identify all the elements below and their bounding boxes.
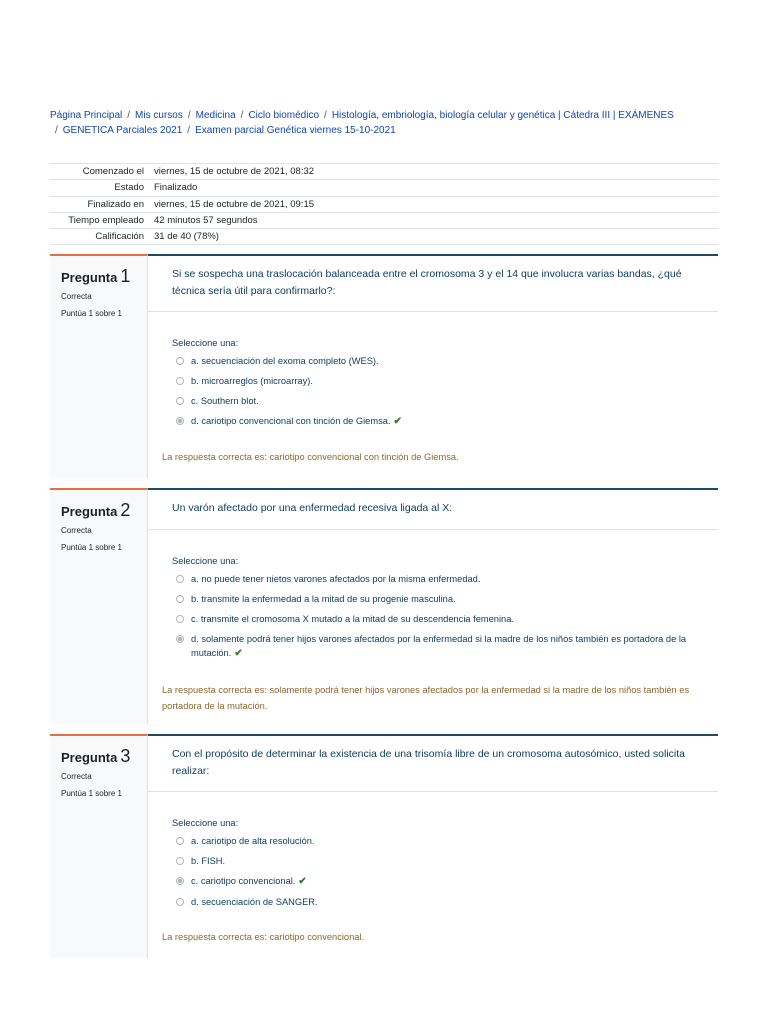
question-2 (50, 488, 718, 724)
answer-option-a[interactable]: a. cariotipo de alta resolución. (172, 834, 694, 848)
question-content (148, 734, 718, 958)
summary-row-state (50, 180, 718, 196)
question-number: Pregunta 2 (61, 500, 131, 520)
summary-label: Finalizado en (50, 196, 150, 212)
breadcrumb-my-courses[interactable]: Mis cursos (135, 110, 183, 121)
answer-block (172, 818, 694, 909)
breadcrumb-medicina[interactable]: Medicina (195, 110, 236, 121)
answer-prompt: Seleccione una: (172, 818, 239, 828)
breadcrumb-ciclo-biomedico[interactable]: Ciclo biomédico (248, 110, 320, 121)
radio-button-selected[interactable] (176, 417, 184, 425)
summary-label: Calificación (50, 229, 150, 245)
breadcrumb-exam[interactable]: Examen parcial Genética viernes 15-10-2021 (195, 124, 396, 136)
answer-option-c[interactable]: c. transmite el cromosoma X mutado a la mitad de su descendencia femenina. (172, 612, 694, 626)
attempt-summary-table (50, 163, 718, 245)
question-info (50, 734, 148, 958)
radio-button-selected[interactable] (176, 877, 184, 885)
check-icon: ✔ (298, 876, 307, 887)
answer-option-d[interactable]: d. cariotipo convencional con tinción de Giemsa. ✔ (172, 414, 694, 429)
summary-label: Comenzado el (50, 164, 150, 180)
question-text: Un varón afectado por una enfermedad recesiva ligada al X: (148, 488, 718, 530)
correct-answer-feedback: La respuesta correcta es: cariotipo convencional. (162, 932, 365, 942)
radio-button[interactable] (176, 377, 184, 385)
answer-option-b[interactable]: b. transmite la enfermedad a la mitad de su progenie masculina. (172, 592, 694, 606)
correct-answer-feedback: La respuesta correcta es: cariotipo convencional con tinción de Giemsa. (162, 452, 459, 462)
radio-button[interactable] (176, 898, 184, 906)
check-icon: ✔ (234, 648, 243, 659)
question-grade: Puntúa 1 sobre 1 (61, 543, 122, 552)
breadcrumb-course[interactable]: Histología, embriología, biología celular y genética | Cátedra III | EXÁMENES (331, 110, 674, 121)
answer-option-d[interactable]: d. secuenciación de SANGER. (172, 895, 694, 909)
question-state: Correcta (61, 772, 92, 781)
question-info (50, 254, 148, 478)
question-grade: Puntúa 1 sobre 1 (61, 309, 122, 318)
summary-value: viernes, 15 de octubre de 2021, 09:15 (150, 196, 718, 212)
summary-row-grade (50, 229, 718, 245)
question-text: Si se sospecha una traslocación balanceada entre el cromosoma 3 y el 14 que involucra varias bandas, ¿qué técnica sería útil para confirmarlo?: (148, 254, 718, 312)
summary-row-started (50, 164, 718, 180)
breadcrumb: Página Principal / Mis cursos / Medicina / Ciclo biomédico / Histología, embriología, biología celular y genética | Cátedra III | EXÁMENES / GENETICA Parciales 2021 / Examen parcial Genética viernes 15-10-2021 (50, 110, 674, 136)
question-content (148, 488, 718, 724)
answer-block (172, 338, 694, 429)
summary-value: viernes, 15 de octubre de 2021, 08:32 (150, 164, 718, 180)
radio-button[interactable] (176, 397, 184, 405)
radio-button[interactable] (176, 837, 184, 845)
summary-value: 42 minutos 57 segundos (150, 212, 718, 228)
radio-button-selected[interactable] (176, 635, 184, 643)
radio-button[interactable] (176, 595, 184, 603)
radio-button[interactable] (176, 615, 184, 623)
answer-option-d[interactable]: d. solamente podrá tener hijos varones afectados por la enfermedad si la madre de los niños también es portadora de la mutación. ✔ (172, 632, 694, 661)
summary-row-time (50, 212, 718, 228)
correct-answer-feedback: La respuesta correcta es: solamente podrá tener hijos varones afectados por la enfermedad si la madre de los niños también es portadora de la mutación. (162, 685, 690, 711)
question-number: Pregunta 1 (61, 266, 131, 286)
answer-prompt: Seleccione una: (172, 338, 239, 348)
question-content (148, 254, 718, 478)
answer-option-b[interactable]: b. microarreglos (microarray). (172, 374, 694, 388)
summary-label: Tiempo empleado (50, 212, 150, 228)
check-icon: ✔ (393, 416, 402, 427)
summary-row-finished (50, 196, 718, 212)
radio-button[interactable] (176, 357, 184, 365)
question-3 (50, 734, 718, 958)
summary-value: Finalizado (150, 180, 718, 196)
question-grade: Puntúa 1 sobre 1 (61, 789, 122, 798)
question-text: Con el propósito de determinar la existencia de una trisomía libre de un cromosoma autosómico, usted solicita realizar: (148, 734, 718, 792)
answer-prompt: Seleccione una: (172, 556, 239, 566)
answer-block (172, 556, 694, 661)
summary-label: Estado (50, 180, 150, 196)
question-info (50, 488, 148, 724)
question-number: Pregunta 3 (61, 746, 131, 766)
answer-option-b[interactable]: b. FISH. (172, 854, 694, 868)
question-1 (50, 254, 718, 478)
radio-button[interactable] (176, 857, 184, 865)
breadcrumb-parciales[interactable]: GENETICA Parciales 2021 (62, 124, 183, 136)
answer-option-a[interactable]: a. no puede tener nietos varones afectados por la misma enfermedad. (172, 572, 694, 586)
answer-option-a[interactable]: a. secuenciación del exoma completo (WES). (172, 354, 694, 368)
answer-option-c[interactable]: c. Southern blot. (172, 394, 694, 408)
question-state: Correcta (61, 526, 92, 535)
question-state: Correcta (61, 292, 92, 301)
summary-value: 31 de 40 (78%) (150, 229, 718, 245)
answer-option-c[interactable]: c. cariotipo convencional. ✔ (172, 874, 694, 889)
breadcrumb-home[interactable]: Página Principal (50, 110, 123, 121)
radio-button[interactable] (176, 575, 184, 583)
